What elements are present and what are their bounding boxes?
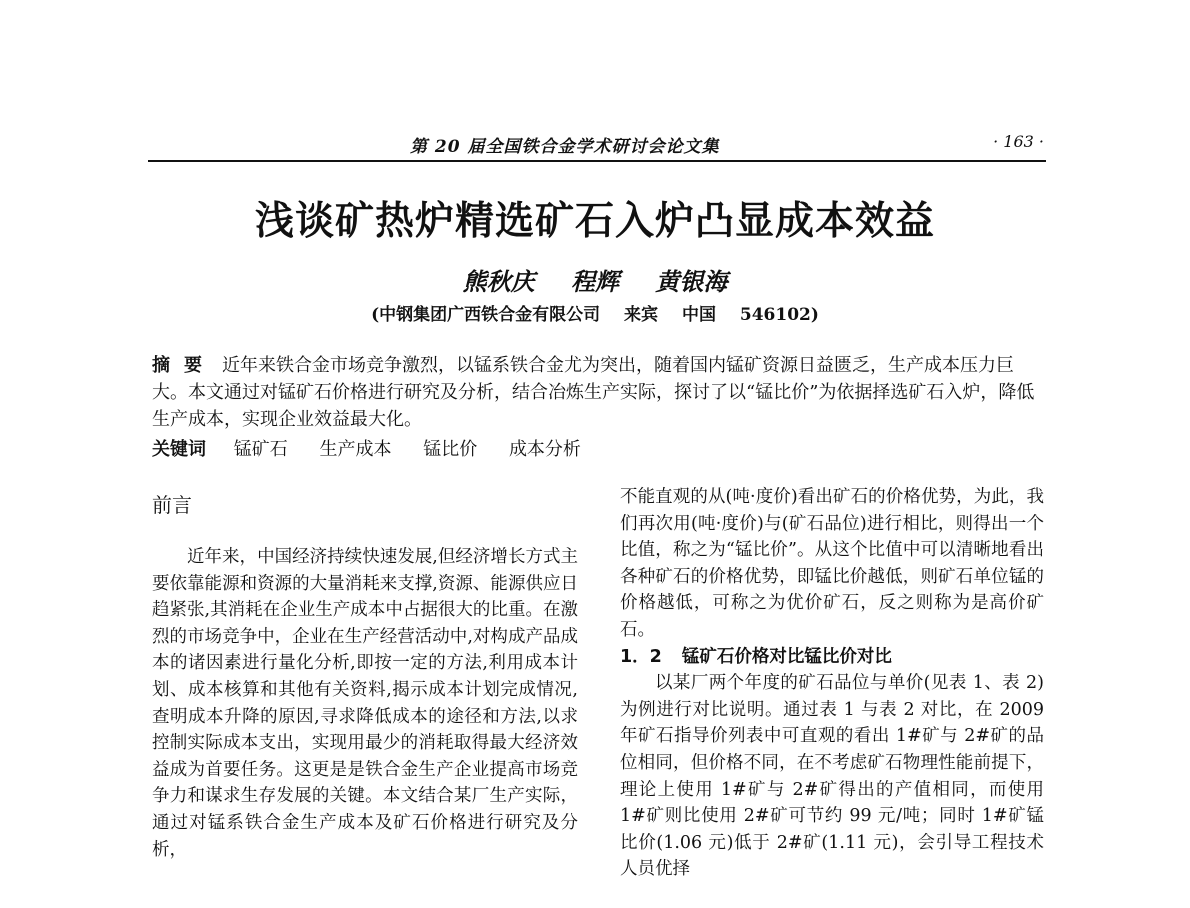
author: 黄银海 <box>655 267 728 296</box>
section-heading: 前言 <box>152 493 192 517</box>
subsection-heading <box>620 644 1044 671</box>
journal-title: 第 20 届全国铁合金学术研讨会论文集 <box>410 137 720 157</box>
affiliation-postcode: 546102) <box>739 305 819 325</box>
keyword: 锰比价 <box>423 439 478 460</box>
body-paragraph-continuation: 不能直观的从(吨·度价)看出矿石的价格优势，为此，我们再次用(吨·度价)与(矿石品位)进行相比，则得出一个比值，称之为“锰比价”。从这个比值中可以清晰地看出各种矿石的价格优势，即锰比价越低，则矿石单位锰的价格越低，可称之为优价矿石，反之则称为是高价矿石。 <box>620 487 1044 640</box>
keyword: 锰矿石 <box>233 439 288 460</box>
affiliation-city: 来宾 <box>624 305 659 325</box>
left-column <box>152 490 578 863</box>
body-paragraph: 以某厂两个年度的矿石品位与单价(见表 1、表 2)为例进行对比说明。通过表 1 与表 2 对比，在 2009 年矿石指导价列表中可直观的看出 1#矿与 2#矿的品位相同，但价格不同，在不考虑矿石物理性能前提下，理论上使用 1#矿与 2#矿得出的产值相同，而使用 1#矿则比使用 2#矿可节约 99 元/吨；同时 1#矿锰比价(1.06 元)低于 2#矿(1.11 元)，会引导工程技术人员优择 <box>620 673 1045 880</box>
right-column <box>620 484 1044 883</box>
running-header <box>148 128 1046 162</box>
abstract <box>152 352 1044 433</box>
author: 熊秋庆 <box>462 267 535 296</box>
author-list <box>0 262 1190 297</box>
abstract-text: 近年来铁合金市场竞争激烈，以锰系铁合金尤为突出，随着国内锰矿资源日益匮乏，生产成本压力巨大。本文通过对锰矿石价格进行研究及分析，结合冶炼生产实际，探讨了以“锰比价”为依据择选矿石入炉，降低生产成本，实现企业效益最大化。 <box>152 355 1035 430</box>
paper-title: 浅谈矿热炉精选矿石入炉凸显成本效益 <box>254 199 935 244</box>
subsection-number: 1．2 <box>620 646 662 667</box>
header-rule <box>148 160 1046 162</box>
body-paragraph: 近年来，中国经济持续快速发展,但经济增长方式主要依靠能源和资源的大量消耗来支撑,资源、能源供应日趋紧张,其消耗在企业生产成本中占据很大的比重。在激烈的市场竞争中，企业在生产经营活动中,对构成产品成本的诸因素进行量化分析,即按一定的方法,利用成本计划、成本核算和其他有关资料,揭示成本计划完成情况,查明成本升降的原因,寻求降低成本的途径和方法,以求控制实际成本支出，实现用最少的消耗取得最大经济效益成为首要任务。这更是是铁合金生产企业提高市场竞争力和谋求生存发展的关键。本文结合某厂生产实际，通过对锰系铁合金生产成本及矿石价格进行研究及分析， <box>152 547 578 860</box>
page-number: · 163 · <box>993 132 1044 151</box>
keywords-label: 关键词 <box>152 439 206 460</box>
abstract-label: 摘要 <box>152 355 216 376</box>
affiliation <box>0 300 1190 325</box>
affiliation-org: (中钢集团广西铁合金有限公司 <box>371 305 601 325</box>
keyword: 生产成本 <box>319 439 392 460</box>
keyword: 成本分析 <box>508 439 581 460</box>
affiliation-country: 中国 <box>681 305 716 325</box>
author: 程辉 <box>571 267 619 296</box>
subsection-title: 锰矿石价格对比锰比价对比 <box>681 646 892 667</box>
keywords <box>152 436 1044 463</box>
